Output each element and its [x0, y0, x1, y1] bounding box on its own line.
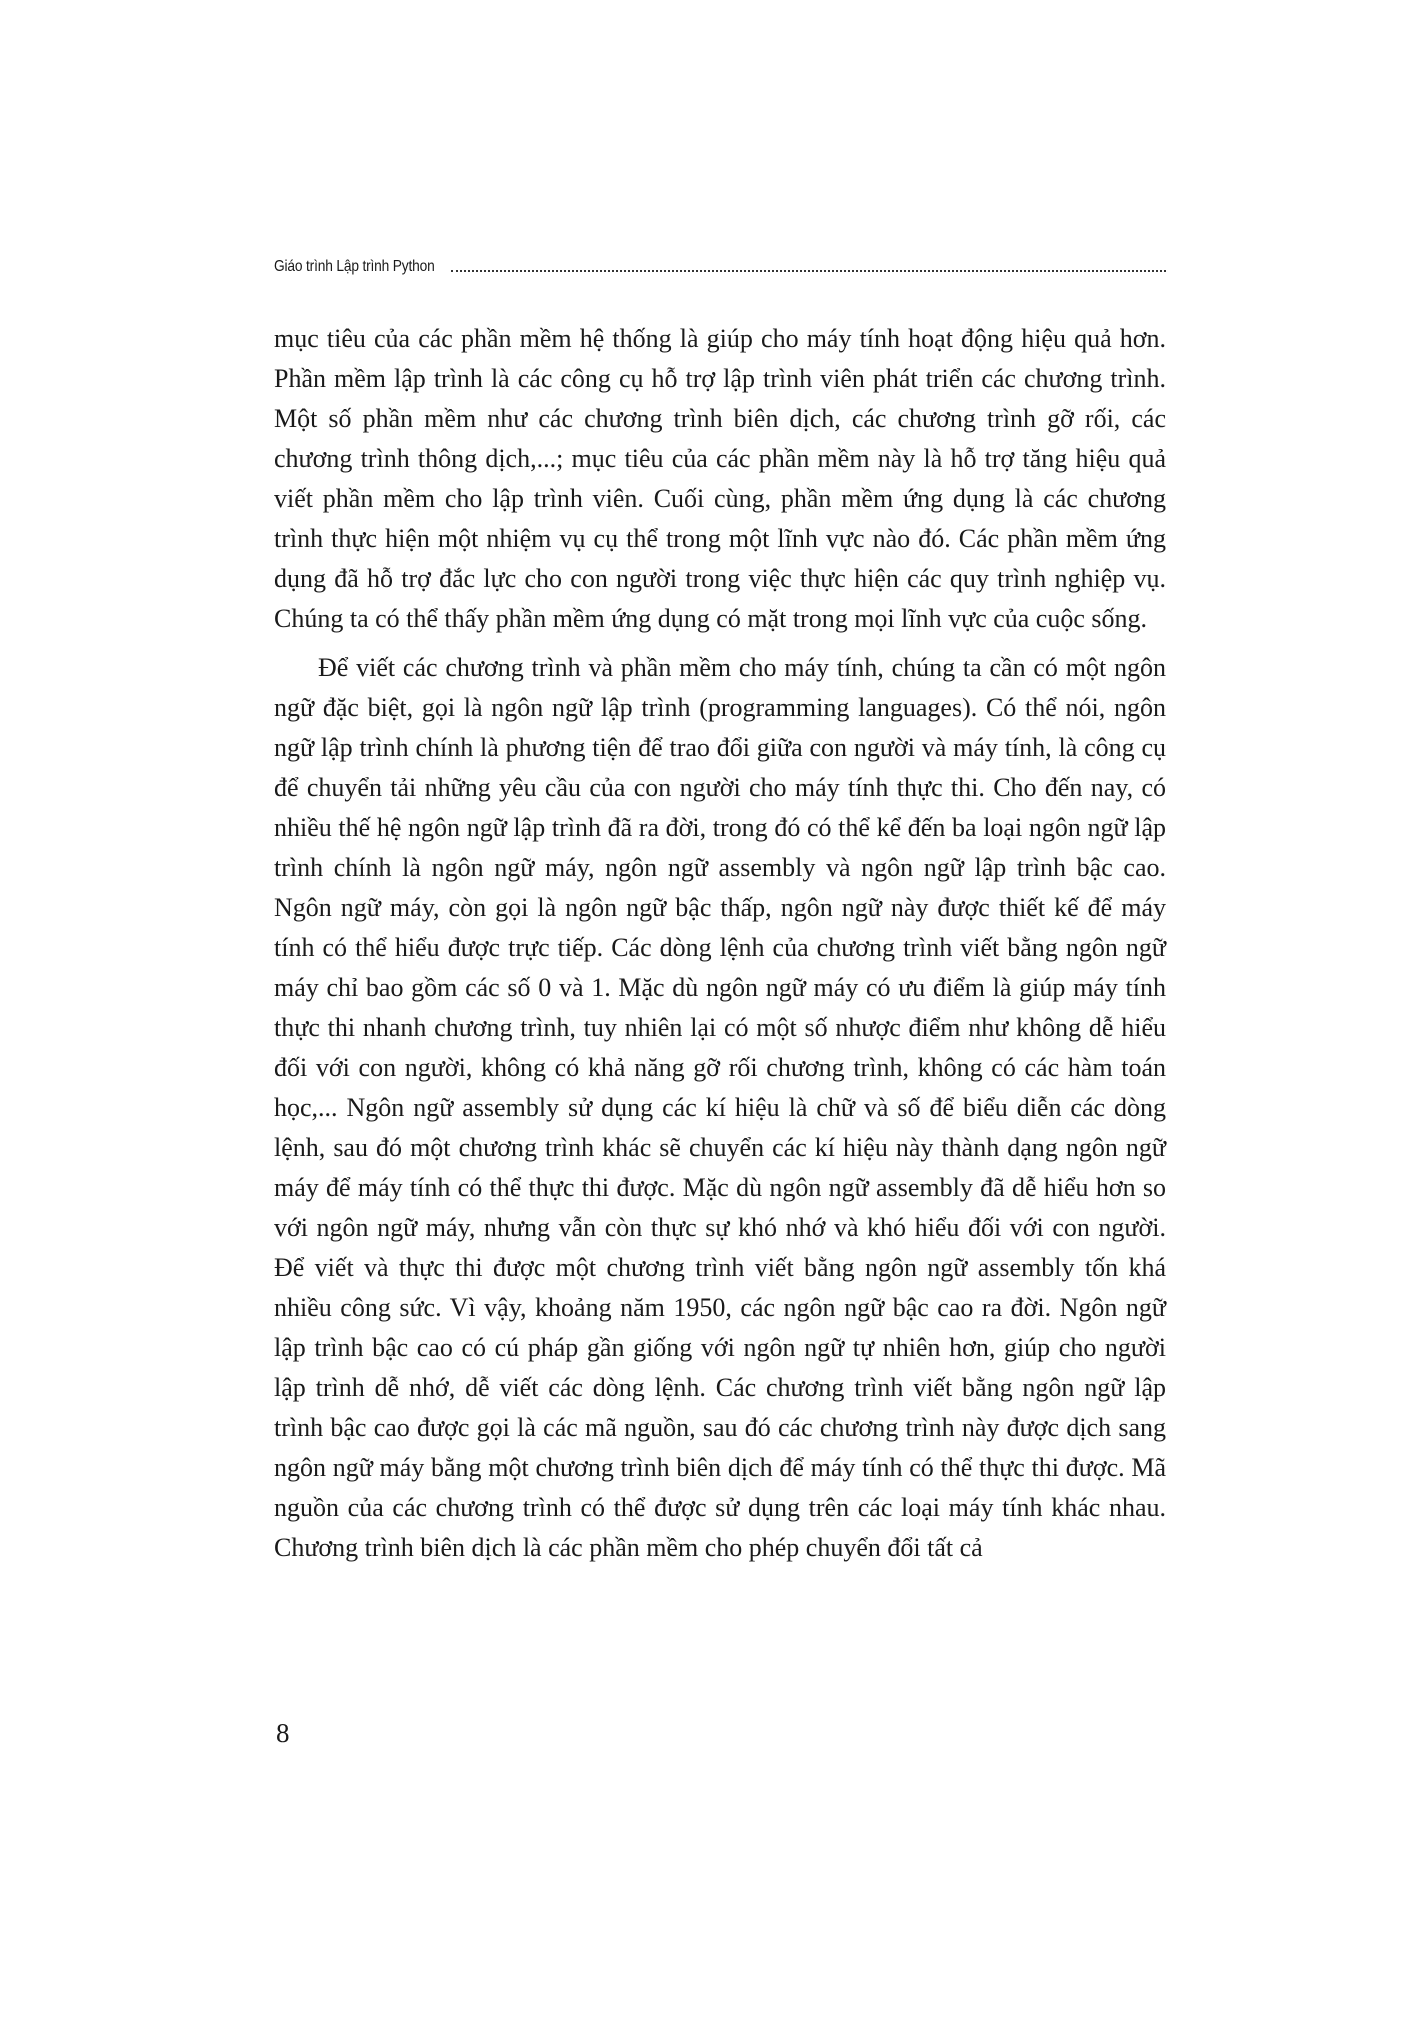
running-header-title: Giáo trình Lập trình Python: [274, 258, 435, 275]
paragraph-continuation: mục tiêu của các phần mềm hệ thống là giúp cho máy tính hoạt động hiệu quả hơn. Phần mềm lập trình là các công cụ hỗ trợ lập trình viên phát triển các chương trình. Một số phần mềm như các chương trình biên dịch, các chương trình gỡ rối, các chương trình thông dịch,...; mục tiêu của các phần mềm này là hỗ trợ tăng hiệu quả viết phần mềm cho lập trình viên. Cuối cùng, phần mềm ứng dụng là các chương trình thực hiện một nhiệm vụ cụ thể trong một lĩnh vực nào đó. Các phần mềm ứng dụng đã hỗ trợ đắc lực cho con người trong việc thực hiện các quy trình nghiệp vụ. Chúng ta có thể thấy phần mềm ứng dụng có mặt trong mọi lĩnh vực của cuộc sống.: [274, 324, 1166, 633]
page-number: 8: [276, 1718, 290, 1748]
header-dotted-leader: [451, 270, 1166, 272]
body-text: [274, 319, 1166, 1568]
paragraph-programming-languages: Để viết các chương trình và phần mềm cho máy tính, chúng ta cần có một ngôn ngữ đặc biệt, gọi là ngôn ngữ lập trình (programming languages). Có thể nói, ngôn ngữ lập trình chính là phương tiện để trao đổi giữa con người và máy tính, là công cụ để chuyển tải những yêu cầu của con người cho máy tính thực thi. Cho đến nay, có nhiều thế hệ ngôn ngữ lập trình đã ra đời, trong đó có thể kể đến ba loại ngôn ngữ lập trình chính là ngôn ngữ máy, ngôn ngữ assembly và ngôn ngữ lập trình bậc cao. Ngôn ngữ máy, còn gọi là ngôn ngữ bậc thấp, ngôn ngữ này được thiết kế để máy tính có thể hiểu được trực tiếp. Các dòng lệnh của chương trình viết bằng ngôn ngữ máy chỉ bao gồm các số 0 và 1. Mặc dù ngôn ngữ máy có ưu điểm là giúp máy tính thực thi nhanh chương trình, tuy nhiên lại có một số nhược điểm như không dễ hiểu đối với con người, không có khả năng gỡ rối chương trình, không có các hàm toán học,... Ngôn ngữ assembly sử dụng các kí hiệu là chữ và số để biểu diễn các dòng lệnh, sau đó một chương trình khác sẽ chuyển các kí hiệu này thành dạng ngôn ngữ máy để máy tính có thể thực thi được. Mặc dù ngôn ngữ assembly đã dễ hiểu hơn so với ngôn ngữ máy, nhưng vẫn còn thực sự khó nhớ và khó hiểu đối với con người. Để viết và thực thi được một chương trình viết bằng ngôn ngữ assembly tốn khá nhiều công sức. Vì vậy, khoảng năm 1950, các ngôn ngữ bậc cao ra đời. Ngôn ngữ lập trình bậc cao có cú pháp gần giống với ngôn ngữ tự nhiên hơn, giúp cho người lập trình dễ nhớ, dễ viết các dòng lệnh. Các chương trình viết bằng ngôn ngữ lập trình bậc cao được gọi là các mã nguồn, sau đó các chương trình này được dịch sang ngôn ngữ máy bằng một chương trình biên dịch để máy tính có thể thực thi được. Mã nguồn của các chương trình có thể được sử dụng trên các loại máy tính khác nhau. Chương trình biên dịch là các phần mềm cho phép chuyển đổi tất cả: [274, 653, 1166, 1562]
running-header: [274, 250, 1166, 276]
